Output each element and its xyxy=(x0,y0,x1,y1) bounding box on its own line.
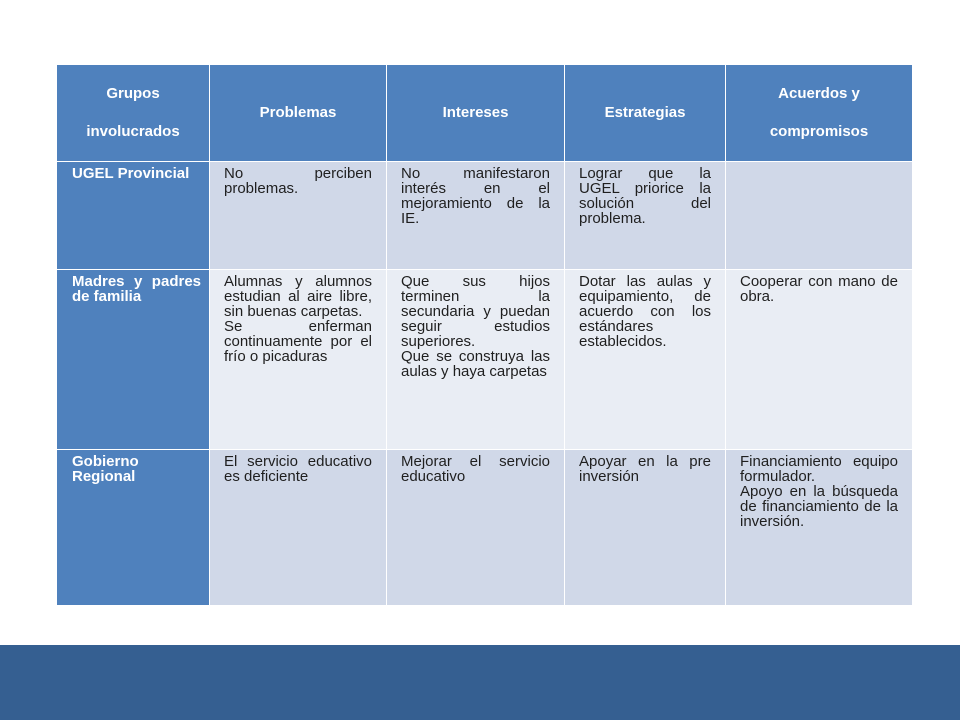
cell-problemas-paragraph-1: Alumnas y alumnos estudian al aire libre, sin buenas carpetas. xyxy=(224,273,372,320)
header-acuerdos-line2: compromisos xyxy=(769,123,869,140)
table-header xyxy=(57,65,913,162)
cell-acuerdos xyxy=(726,450,913,606)
stakeholder-matrix-table xyxy=(56,64,913,606)
cell-estrategias: Lograr que la UGEL priorice la solución del problema. xyxy=(565,162,726,270)
table-row-madres-padres xyxy=(57,270,913,450)
cell-intereses: No manifestaron interés en el mejoramiento de la IE. xyxy=(387,162,565,270)
table-body xyxy=(57,162,913,606)
cell-acuerdos-paragraph-1: Financiamiento equipo formulador. xyxy=(740,453,898,485)
cell-intereses xyxy=(387,270,565,450)
header-row xyxy=(57,65,913,162)
cell-intereses: Mejorar el servicio educativo xyxy=(387,450,565,606)
cell-acuerdos: Cooperar con mano de obra. xyxy=(726,270,913,450)
header-estrategias: Estrategias xyxy=(565,65,726,162)
header-intereses: Intereses xyxy=(387,65,565,162)
table-row-gobierno-regional xyxy=(57,450,913,606)
cell-estrategias: Apoyar en la pre inversión xyxy=(565,450,726,606)
cell-grupo: Gobierno Regional xyxy=(57,450,210,606)
header-acuerdos-compromisos xyxy=(726,65,913,162)
table-row-ugel-provincial xyxy=(57,162,913,270)
cell-acuerdos xyxy=(726,162,913,270)
header-grupos-line1: Grupos xyxy=(106,85,160,102)
cell-problemas xyxy=(210,270,387,450)
cell-acuerdos-paragraph-2: Apoyo en la búsqueda de financiamiento de la inversión. xyxy=(740,483,898,530)
header-grupos-line2: involucrados xyxy=(86,123,180,140)
cell-intereses-paragraph-2: Que se construya las aulas y haya carpetas xyxy=(401,348,550,380)
header-grupos-involucrados xyxy=(57,65,210,162)
cell-intereses-paragraph-1: Que sus hijos terminen la secundaria y puedan seguir estudios superiores. xyxy=(401,273,550,350)
cell-problemas-paragraph-2: Se enferman continuamente por el frío o picaduras xyxy=(224,318,372,365)
cell-problemas: El servicio educativo es deficiente xyxy=(210,450,387,606)
header-acuerdos-line1: Acuerdos y xyxy=(778,85,860,102)
header-problemas: Problemas xyxy=(210,65,387,162)
cell-grupo: UGEL Provincial xyxy=(57,162,210,270)
cell-estrategias: Dotar las aulas y equipamiento, de acuerdo con los estándares establecidos. xyxy=(565,270,726,450)
cell-problemas: No perciben problemas. xyxy=(210,162,387,270)
cell-grupo: Madres y padres de familia xyxy=(57,270,210,450)
footer-band xyxy=(0,645,960,720)
